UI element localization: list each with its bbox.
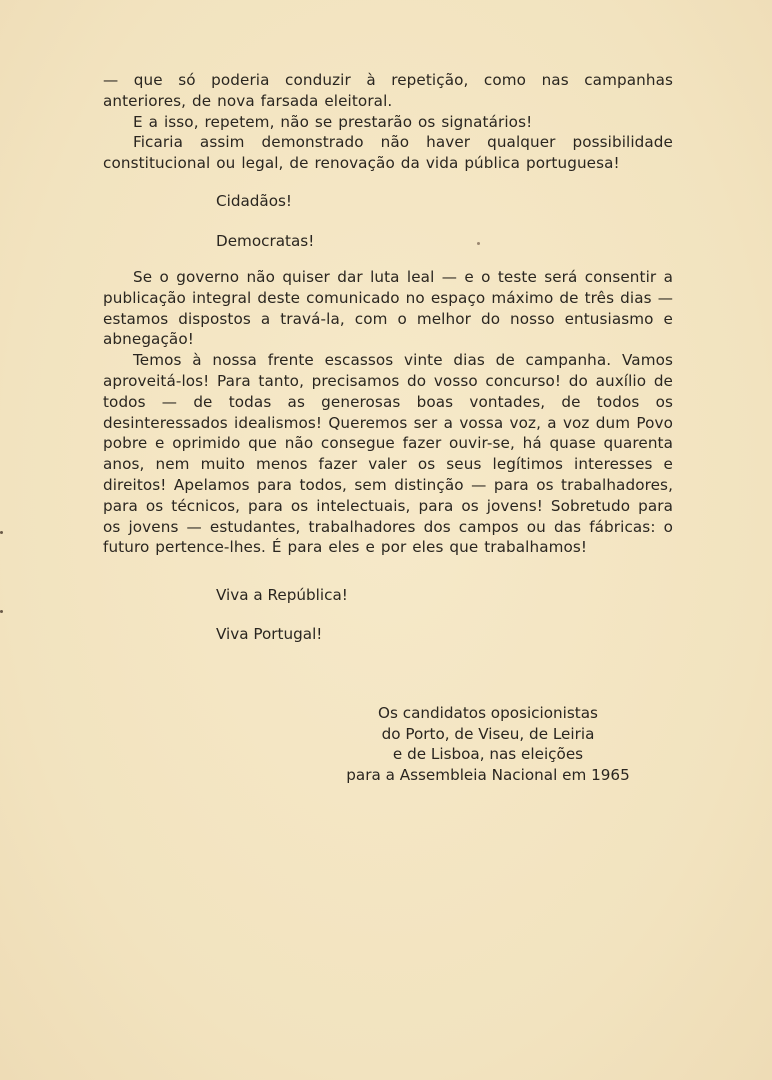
intro-paragraph-conclusion: Ficaria assim demonstrado não haver qualquer possibilidade constitucional ou legal, de renovação da vida pública portuguesa! — [103, 133, 673, 173]
cheer-republic: Viva a República! — [216, 586, 348, 604]
body-paragraph-fair-fight: Se o governo não quiser dar luta leal — e o teste será consentir a publicação integral deste comunicado no espaço máximo de três dias — estamos dispostos a travá-la, com o melhor do nosso entusiasmo e abnegação! — [103, 268, 673, 349]
salutation-democrats: Democratas! — [216, 232, 315, 250]
cheer-portugal: Viva Portugal! — [216, 625, 323, 643]
signature-line: para a Assembleia Nacional em 1965 — [346, 765, 630, 784]
paper-speck — [477, 242, 480, 245]
paper-speck — [0, 610, 3, 613]
signature-block — [310, 703, 666, 785]
signature-line: e de Lisboa, nas eleições — [392, 745, 584, 763]
signature-line: do Porto, de Viseu, de Leiria — [381, 724, 595, 743]
salutation-citizens: Cidadãos! — [216, 192, 293, 210]
body-section — [103, 267, 673, 558]
intro-paragraph-continuation: — que só poderia conduzir à repetição, como nas campanhas anteriores, de nova farsada eleitoral. — [103, 71, 673, 110]
intro-paragraph-signatories: E a isso, repetem, não se prestarão os signatários! — [133, 112, 533, 131]
paper-speck — [0, 531, 3, 534]
signature-line: Os candidatos oposicionistas — [378, 704, 598, 722]
body-paragraph-campaign-appeal: Temos à nossa frente escassos vinte dias de campanha. Vamos aproveitá-los! Para tanto, precisamos do vosso concurso! do auxílio de todos — de todas as generosas boas vontades, de todos os desinteressados idealismos! Queremos ser a vossa voz, a voz dum Povo pobre e oprimido que não consegue fazer ouvir-se, há quase quarenta anos, nem muito menos fazer valer os seus legítimos interesses e direitos! Apelamos para todos, sem distinção — para os trabalhadores, para os técnicos, para os intelectuais, para os jovens! Sobretudo para os jovens — estudantes, trabalhadores dos campos ou das fábricas: o futuro pertence-lhes. É para eles e por eles que trabalhamos! — [103, 351, 673, 557]
intro-section — [103, 70, 673, 174]
